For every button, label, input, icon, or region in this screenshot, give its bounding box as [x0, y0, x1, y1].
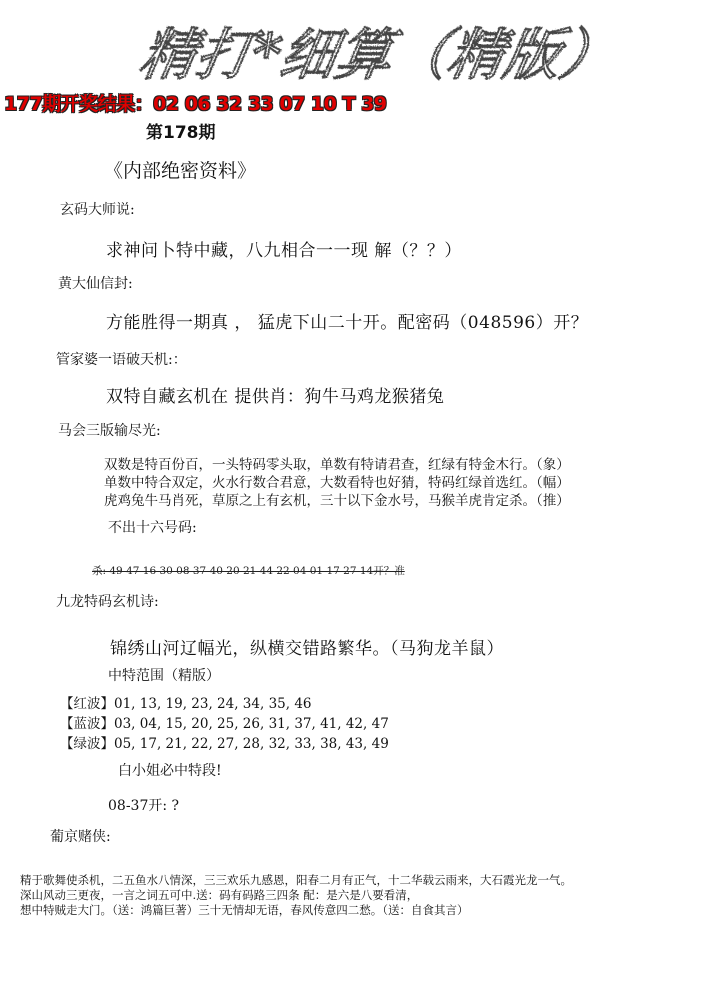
- banner-calligraphy: [134, 12, 622, 100]
- wave-green-label: 【绿波】: [60, 736, 114, 752]
- wave-red: [60, 692, 312, 712]
- open-range: 08-37开: ?: [108, 798, 180, 814]
- jiulong-line: 锦绣山河辽幅光，纵横交错路繁华。（马狗龙羊鼠）: [110, 639, 504, 659]
- huang-label: 黄大仙信封:: [58, 276, 133, 292]
- wave-green: [60, 732, 389, 752]
- wave-blue-numbers: 03, 04, 15, 20, 25, 26, 31, 37, 41, 42, 47: [114, 716, 389, 732]
- kill-numbers: 杀: 49 47 16 30 08 37 40 20 21 44 22 04 01 17 27 14开？准: [92, 565, 405, 577]
- mahui-sub: 不出十六号码:: [108, 520, 197, 536]
- mahui-line-2: 单数中特合双定，火水行数合君意，大数看特也好猜，特码红绿首选红。（幅）: [104, 475, 570, 491]
- huang-line: 方能胜得一期真 ， 猛虎下山二十开。配密码（048596）开？: [106, 313, 589, 333]
- issue-number: 第178期: [146, 123, 216, 143]
- document-title: 《内部绝密资料》: [104, 160, 257, 182]
- guanjia-label: 管家婆一语破天机:：: [56, 352, 187, 368]
- mahui-line-3: 虎鸡兔牛马肖死，草原之上有玄机，三十以下金水号，马猴羊虎肯定杀。（推）: [104, 493, 570, 509]
- pujing-label: 葡京赌侠:: [50, 829, 111, 845]
- range-title: 中特范围（精版）: [108, 668, 220, 684]
- pujing-line-1: 精于歌舞使杀机，二五鱼水八情深，三三欢乐九感恩，阳春二月有正气，十二华载云雨来，大石霞光龙一气。: [20, 873, 572, 887]
- bai-xiaojie: 白小姐必中特段!: [118, 763, 222, 779]
- xuanma-label: 玄码大师说:: [60, 202, 135, 218]
- pujing-line-3: 想中特贼走大门。（送：鸿篇巨著）三十无情却无语，春风传意四二愁。（送：自食其言）: [20, 903, 469, 917]
- jiulong-label: 九龙特码玄机诗:: [56, 594, 159, 610]
- banner-text: 精打*细算（精版）: [134, 23, 622, 88]
- mahui-line-1: 双数是特百份百，一头特码零头取，单数有特请君查，红绿有特金木行。（象）: [104, 457, 570, 473]
- wave-blue-label: 【蓝波】: [60, 716, 114, 732]
- xuanma-line: 求神问卜特中藏，八九相合一一现 解（？？）: [106, 241, 462, 261]
- wave-red-label: 【红波】: [60, 696, 114, 712]
- mahui-label: 马会三版输尽光:: [58, 423, 161, 439]
- guanjia-line: 双特自藏玄机在 提供肖：狗牛马鸡龙猴猪兔: [106, 387, 445, 407]
- wave-blue: [60, 712, 389, 732]
- pujing-line-2: 深山风动三更夜，一言之词五可中.送：码有码路三四条 配：是六是八要看清，: [20, 888, 419, 902]
- wave-red-numbers: 01, 13, 19, 23, 24, 34, 35, 46: [114, 696, 312, 712]
- draw-result: 177期开奖结果：02 06 32 33 07 10 T 39: [4, 93, 387, 115]
- wave-green-numbers: 05, 17, 21, 22, 27, 28, 32, 33, 38, 43, 49: [114, 736, 389, 752]
